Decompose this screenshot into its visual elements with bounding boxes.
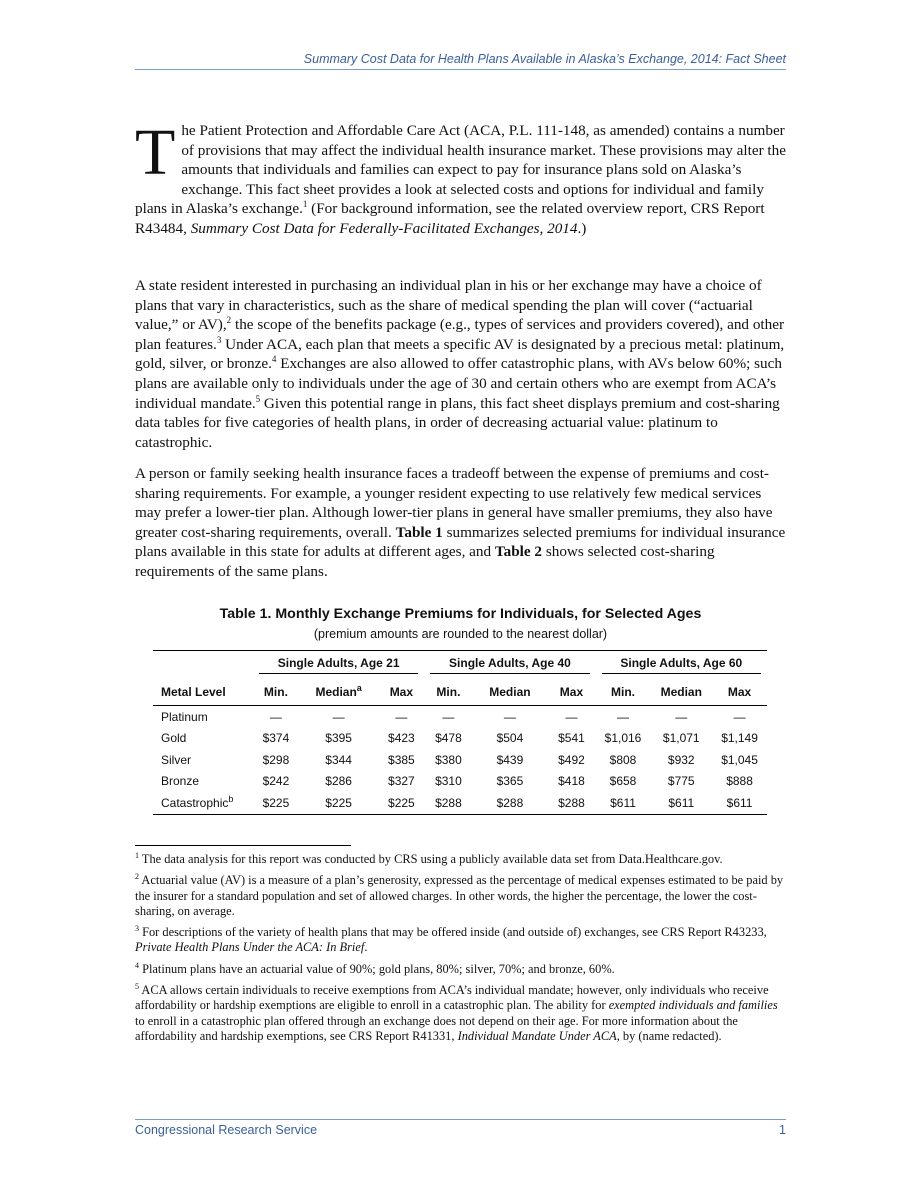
- p1-text-a: he Patient Protection and Affordable Care Act (ACA, P.L. 111-148, as amended) contains a number of provisions that may affect the individual health insurance market. These provisions may alter the amounts that individuals and families can expect to pay for insurance plans sold on Alaska’s exchange. This fact sheet provides a look at selected costs and options for individual and family plans in Alaska’s exchange.: [135, 122, 786, 218]
- p3-text-a: A person or family seeking health insurance faces a tradeoff between the expense of premiums and cost-sharing requirements. For example, a younger resident expecting to use relatively few medical services may prefer a lower-tier plan. Although lower-tier plans in general have smaller premiums, they also have greater cost-sharing requirements, overall.: [135, 465, 773, 541]
- footnote-ref-2[interactable]: 2: [226, 315, 232, 326]
- premium-cell: $611: [650, 792, 712, 814]
- premium-cell: $380: [435, 752, 462, 767]
- tradeoff-paragraph: [135, 464, 786, 582]
- table-row: [153, 728, 767, 750]
- p3-text-b: summarizes selected premiums for individual insurance plans available in this state for adults at different ages, and: [135, 523, 786, 561]
- table-row: [153, 706, 767, 728]
- table-row: [153, 749, 767, 771]
- footnote-rule: [135, 845, 351, 846]
- premium-cell: $395: [325, 731, 352, 746]
- header-rule: [135, 69, 786, 70]
- premium-cell: $310: [435, 774, 462, 789]
- table-row: [153, 792, 767, 814]
- premium-cell: $365: [496, 774, 524, 789]
- premium-cell: —: [442, 709, 455, 724]
- premium-cell: $418: [558, 774, 585, 789]
- p2-text-d: Exchanges are also allowed to offer catastrophic plans, with AVs below 60%; such plans are available only to individuals under the age of 30 and certain others who are exempt from ACA’s individual mandate.: [135, 355, 782, 412]
- col-header: Median: [473, 679, 548, 706]
- footer-rule: [135, 1119, 786, 1120]
- footnote-5: $^5$ ACA allows certain individuals to receive exemptions from ACA’s individual mandate; however, only individuals who receive affordability or hardship exemptions are eligible to enroll in a catastrophic plan. The ability for exempted individuals and families to enroll in a catastrophic plan offered through an exchange does not depend on their age. For more information about the affordability and hardship exemptions, see CRS Report R41331, Individual Mandate Under ACA, by (name redacted).: [135, 981, 778, 1043]
- premium-cell: $658: [609, 774, 637, 789]
- p2-text-c: Under ACA, each plan that meets a specific AV is designated by a precious metal: platinum, gold, silver, or bronze.: [135, 335, 785, 373]
- premium-cell: $808: [609, 752, 637, 767]
- footnote-ref-1[interactable]: 1: [302, 199, 308, 210]
- premium-cell: $288: [424, 792, 472, 814]
- p2-text-e: Given this potential range in plans, this fact sheet displays premium and cost-sharing data tables for five categories of health plans, in order of decreasing actuarial value: platinum to catastrophic.: [135, 394, 780, 451]
- report-title-italic: Summary Cost Data for Federally-Facilitated Exchanges, 2014: [190, 219, 578, 237]
- footnote-ref-5[interactable]: 5: [255, 393, 261, 404]
- premium-cell: —: [503, 709, 516, 724]
- premium-cell: $932: [667, 752, 695, 767]
- premium-cell: —: [332, 709, 345, 724]
- col-header: Min.: [596, 679, 651, 706]
- premium-cell: $541: [558, 731, 585, 746]
- table-title: Table 1. Monthly Exchange Premiums for Individuals, for Selected Ages: [219, 606, 702, 622]
- premium-cell: $504: [496, 731, 524, 746]
- premium-cell: $1,045: [721, 752, 758, 767]
- premium-cell: $1,071: [662, 731, 700, 746]
- premium-cell: $286: [325, 774, 352, 789]
- footer-org: Congressional Research Service: [135, 1123, 318, 1137]
- median-note-sup: a: [356, 683, 362, 693]
- col-header: Min.: [424, 679, 472, 706]
- premium-cell: $374: [262, 731, 290, 746]
- col-header: Median$^a$: [299, 679, 379, 706]
- table2-ref: Table 2: [494, 543, 543, 561]
- metal-level-cell: Gold: [161, 731, 187, 746]
- premium-cell: $288: [547, 792, 595, 814]
- premium-cell: —: [395, 709, 408, 724]
- premium-cell: $344: [325, 752, 352, 767]
- premium-cell: $423: [388, 731, 415, 746]
- premium-cell: $225: [253, 792, 299, 814]
- premium-table: [153, 650, 767, 815]
- premium-cell: —: [617, 709, 629, 724]
- col-header: Median: [650, 679, 712, 706]
- footnote-1: $^1$ The data analysis for this report was conducted by CRS using a publicly available data set from Data.Healthcare.gov.: [135, 850, 723, 866]
- premium-cell: $439: [496, 752, 524, 767]
- table-subtitle: (premium amounts are rounded to the nearest dollar): [313, 627, 608, 641]
- col-header: Max: [378, 679, 424, 706]
- footnote-4: $^4$ Platinum plans have an actuarial value of 90%; gold plans, 80%; silver, 70%; and bronze, 60%.: [135, 960, 615, 976]
- premium-cell: $327: [388, 774, 415, 789]
- plans-paragraph: [135, 276, 786, 452]
- col-header: Max: [712, 679, 767, 706]
- premium-cell: $225: [378, 792, 424, 814]
- metal-level-cell: Catastrophic$^b$: [153, 792, 253, 814]
- p2-text-b: the scope of the benefits package (e.g., types of services and providers covered), and other plan features.: [135, 316, 785, 353]
- col-header: Max: [547, 679, 595, 706]
- premium-cell: $298: [262, 752, 290, 767]
- p3-text-c: shows selected cost-sharing requirements of the same plans.: [135, 543, 715, 580]
- page-number: 1: [779, 1123, 786, 1137]
- col-header: Min.: [253, 679, 299, 706]
- premium-cell: $492: [558, 752, 585, 767]
- premium-cell: —: [269, 709, 282, 724]
- metal-level-cell: Bronze: [161, 774, 200, 789]
- intro-paragraph: [135, 116, 786, 239]
- drop-cap: T: [135, 116, 176, 189]
- premium-cell: $478: [435, 731, 462, 746]
- table1-ref: Table 1: [395, 523, 443, 541]
- premium-cell: —: [675, 709, 688, 724]
- premium-cell: —: [733, 709, 746, 724]
- footnote-3: $^3$ For descriptions of the variety of health plans that may be offered inside (and outside of) exchanges, see CRS Report R43233, Private Health Plans Under the ACA: In Brief.: [135, 924, 767, 955]
- group-header-blank: [153, 651, 253, 680]
- footnote-2: $^2$ Actuarial value (AV) is a measure of a plan’s generosity, expressed as the percentage of medical expenses estimated to be paid by the insurer for a standard population and set of allowed charges. In other words, the higher the percentage, the lower the cost-sharing, on average.: [135, 872, 784, 918]
- table-row: [153, 771, 767, 793]
- footnotes: [135, 852, 786, 1050]
- premium-cell: —: [565, 709, 578, 724]
- p2-text-a: A state resident interested in purchasing an individual plan in his or her exchange may have a choice of plans that vary in characteristics, such as the share of medical spending the plan will cover (“actuarial value,” or AV),: [135, 277, 762, 334]
- premium-cell: $1,149: [721, 731, 758, 746]
- premium-cell: $288: [473, 792, 548, 814]
- metal-level-cell: Platinum: [161, 709, 208, 724]
- premium-cell: $385: [388, 752, 415, 767]
- premium-cell: $225: [299, 792, 379, 814]
- group-header-age-40: Single Adults, Age 40: [424, 651, 595, 680]
- group-header-age-60: Single Adults, Age 60: [596, 651, 767, 680]
- premium-cell: $775: [667, 774, 695, 789]
- premium-cell: $242: [262, 774, 290, 789]
- footnote-ref-4[interactable]: 4: [271, 354, 277, 365]
- premium-cell: $1,016: [604, 731, 642, 746]
- metal-level-cell: Silver: [161, 752, 192, 767]
- metal-level-header: Metal Level: [153, 679, 253, 706]
- premium-cell: $611: [712, 792, 767, 814]
- footnote-ref-3[interactable]: 3: [216, 334, 222, 345]
- premium-cell: $611: [596, 792, 651, 814]
- p1-text-b: (For background information, see the related overview report, CRS Report R43484,: [135, 200, 765, 237]
- group-header-age-21: Single Adults, Age 21: [253, 651, 424, 680]
- running-header: Summary Cost Data for Health Plans Available in Alaska’s Exchange, 2014: Fact Sheet: [303, 52, 786, 66]
- premium-cell: $888: [726, 774, 753, 789]
- p1-text-c: .): [577, 219, 587, 237]
